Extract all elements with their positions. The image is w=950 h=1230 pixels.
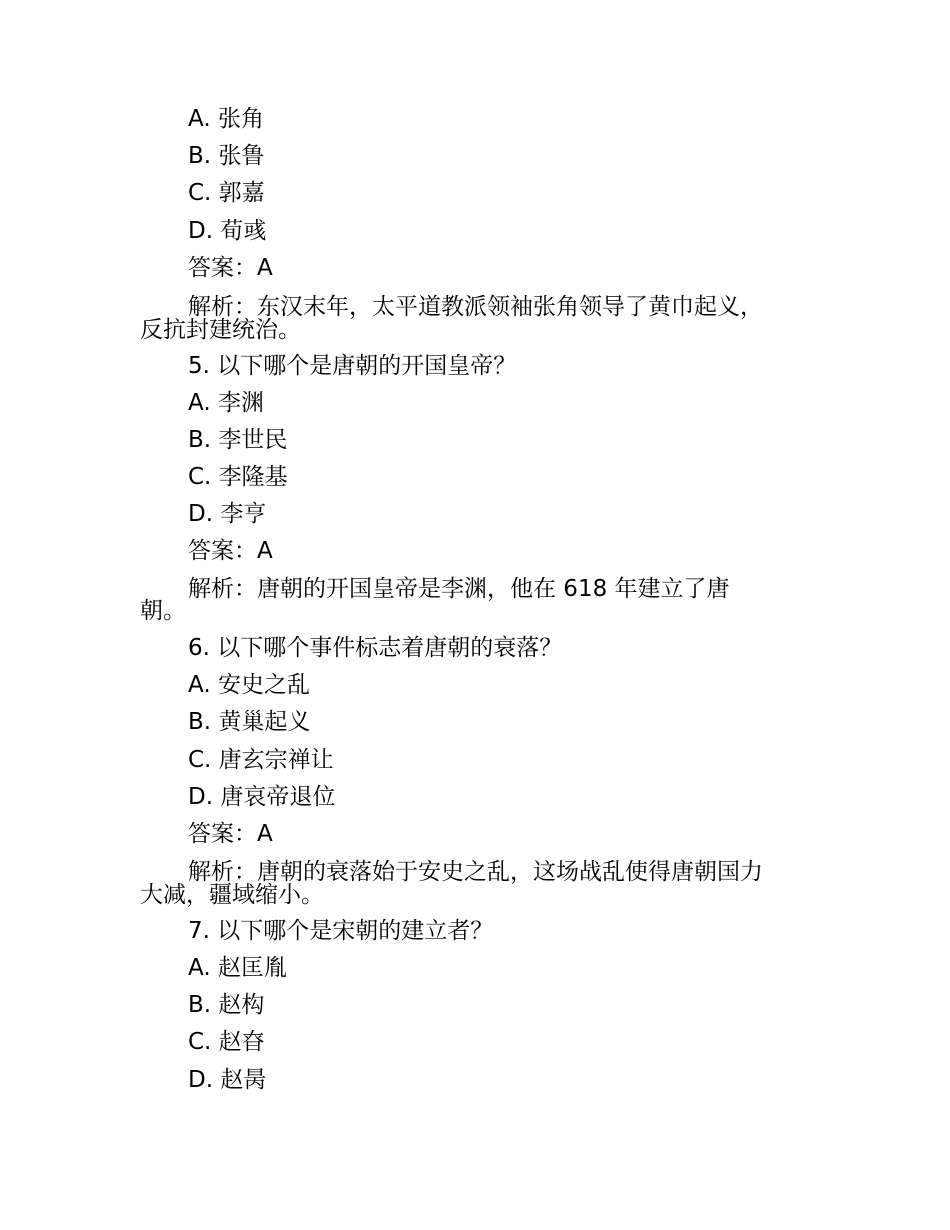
q7-option-a: A. 赵匡胤	[188, 955, 287, 981]
q5-answer: 答案：A	[188, 538, 273, 564]
q7-option-d: D. 赵昺	[188, 1067, 267, 1093]
q5-option-d: D. 李亨	[188, 501, 267, 527]
q5-option-a: A. 李渊	[188, 390, 264, 416]
q6-option-d: D. 唐哀帝退位	[188, 784, 336, 810]
q6-answer: 答案：A	[188, 821, 273, 847]
q4-option-b: B. 张鲁	[188, 143, 265, 169]
q4-option-a: A. 张角	[188, 106, 264, 132]
q5-explanation-line1: 解析：唐朝的开国皇帝是李渊，他在 618 年建立了唐	[188, 576, 730, 602]
q6-option-c: C. 唐玄宗禅让	[188, 747, 334, 773]
q6-question: 6. 以下哪个事件标志着唐朝的衰落？	[188, 635, 563, 661]
q6-explanation-line1: 解析：唐朝的衰落始于安史之乱，这场战乱使得唐朝国力	[188, 859, 763, 885]
q7-option-c: C. 赵昚	[188, 1029, 265, 1055]
q4-explanation-line1: 解析：东汉末年，太平道教派领袖张角领导了黄巾起义，	[188, 294, 763, 320]
q4-answer: 答案：A	[188, 255, 273, 281]
q5-option-c: C. 李隆基	[188, 464, 288, 490]
q6-explanation-line2: 大减，疆域缩小。	[140, 882, 324, 908]
q5-explanation-line2: 朝。	[140, 598, 186, 624]
q7-option-b: B. 赵构	[188, 992, 265, 1018]
q6-option-a: A. 安史之乱	[188, 672, 310, 698]
q5-question: 5. 以下哪个是唐朝的开国皇帝？	[188, 353, 517, 379]
q5-option-b: B. 李世民	[188, 427, 288, 453]
q4-option-d: D. 荀彧	[188, 218, 267, 244]
q6-option-b: B. 黄巢起义	[188, 709, 311, 735]
q4-option-c: C. 郭嘉	[188, 180, 265, 206]
q4-explanation-line2: 反抗封建统治。	[140, 317, 301, 343]
q7-question: 7. 以下哪个是宋朝的建立者？	[188, 918, 494, 944]
